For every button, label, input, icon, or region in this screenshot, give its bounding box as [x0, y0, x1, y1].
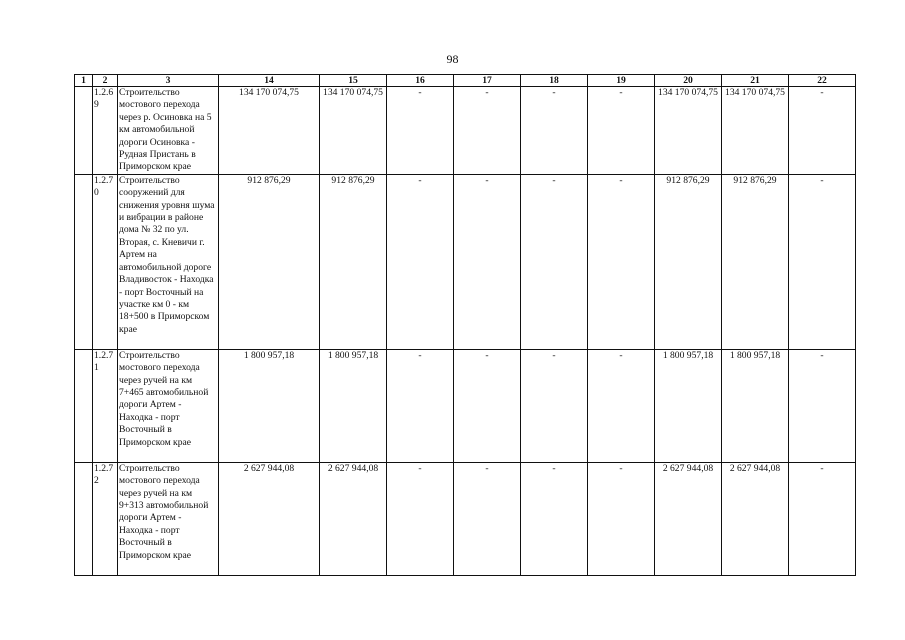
table-row — [75, 349, 856, 462]
row-col19: - — [588, 87, 655, 175]
row-code: 1.2.72 — [93, 462, 118, 575]
row-col15: 912 876,29 — [320, 174, 387, 349]
row-code: 1.2.71 — [93, 349, 118, 462]
row-col22: - — [789, 174, 856, 349]
row-col21: 2 627 944,08 — [722, 462, 789, 575]
row-col21: 1 800 957,18 — [722, 349, 789, 462]
row-col22: - — [789, 87, 856, 175]
row-col1 — [75, 87, 93, 175]
table-row — [75, 87, 856, 175]
row-col21: 912 876,29 — [722, 174, 789, 349]
row-col14: 2 627 944,08 — [219, 462, 320, 575]
table-row — [75, 462, 856, 575]
row-name: Строительство мостового перехода через ручей на км 7+465 автомобильной дороги Артем - Находка - порт Восточный в Приморском крае — [118, 349, 219, 462]
row-col20: 134 170 074,75 — [655, 87, 722, 175]
page-number: 98 — [446, 52, 459, 66]
row-col1 — [75, 174, 93, 349]
row-code: 1.2.69 — [93, 87, 118, 175]
row-col20: 2 627 944,08 — [655, 462, 722, 575]
row-name: Строительство мостового перехода через ручей на км 9+313 автомобильной дороги Артем - Находка - порт Восточный в Приморском крае — [118, 462, 219, 575]
header-cell-16: 16 — [387, 75, 454, 87]
header-cell-20: 20 — [655, 75, 722, 87]
row-col14: 1 800 957,18 — [219, 349, 320, 462]
header-cell-22: 22 — [789, 75, 856, 87]
header-cell-17: 17 — [454, 75, 521, 87]
table-row — [75, 174, 856, 349]
row-col16: - — [387, 462, 454, 575]
row-col21: 134 170 074,75 — [722, 87, 789, 175]
row-col15: 134 170 074,75 — [320, 87, 387, 175]
row-col19: - — [588, 462, 655, 575]
row-col15: 1 800 957,18 — [320, 349, 387, 462]
header-cell-18: 18 — [521, 75, 588, 87]
header-cell-3: 3 — [118, 75, 219, 87]
header-cell-2: 2 — [93, 75, 118, 87]
row-col14: 134 170 074,75 — [219, 87, 320, 175]
header-cell-14: 14 — [219, 75, 320, 87]
row-col16: - — [387, 349, 454, 462]
row-col18: - — [521, 174, 588, 349]
row-col19: - — [588, 349, 655, 462]
row-col15: 2 627 944,08 — [320, 462, 387, 575]
row-col17: - — [454, 462, 521, 575]
header-cell-15: 15 — [320, 75, 387, 87]
row-col16: - — [387, 87, 454, 175]
row-code: 1.2.70 — [93, 174, 118, 349]
header-row — [75, 75, 856, 87]
row-col17: - — [454, 174, 521, 349]
data-table — [74, 74, 856, 576]
row-col22: - — [789, 462, 856, 575]
row-col18: - — [521, 87, 588, 175]
row-col18: - — [521, 349, 588, 462]
row-col20: 1 800 957,18 — [655, 349, 722, 462]
header-cell-19: 19 — [588, 75, 655, 87]
row-col22: - — [789, 349, 856, 462]
row-name: Строительство мостового перехода через р. Осиновка на 5 км автомобильной дороги Осиновка - Рудная Пристань в Приморском крае — [118, 87, 219, 175]
header-cell-21: 21 — [722, 75, 789, 87]
row-col17: - — [454, 349, 521, 462]
row-col14: 912 876,29 — [219, 174, 320, 349]
header-cell-1: 1 — [75, 75, 93, 87]
row-col18: - — [521, 462, 588, 575]
row-name: Строительство сооружений для снижения уровня шума и вибрации в районе дома № 32 по ул. Вторая, с. Кневичи г. Артем на автомобильной дороге Владивосток - Находка - порт Восточный на участке км 0 - км 18+500 в Приморском крае — [118, 174, 219, 349]
row-col1 — [75, 462, 93, 575]
row-col1 — [75, 349, 93, 462]
row-col20: 912 876,29 — [655, 174, 722, 349]
row-col16: - — [387, 174, 454, 349]
row-col17: - — [454, 87, 521, 175]
row-col19: - — [588, 174, 655, 349]
